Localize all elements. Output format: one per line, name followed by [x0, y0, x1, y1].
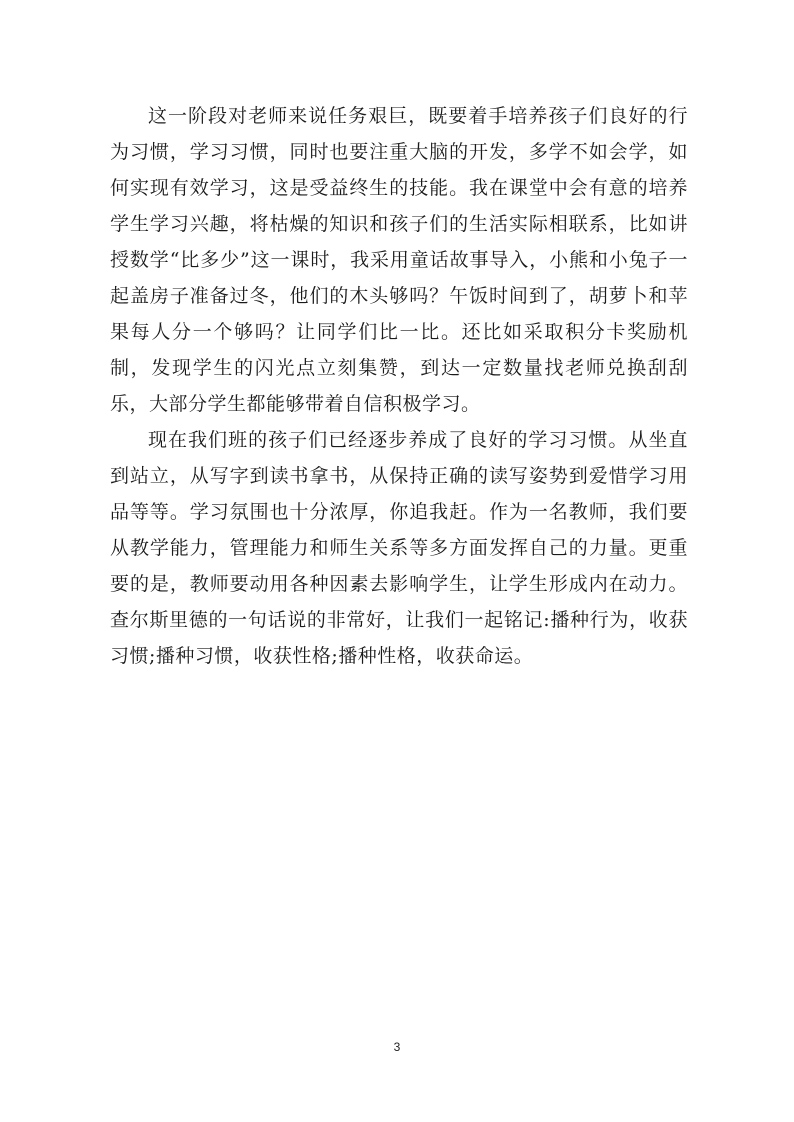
paragraph-2: 现在我们班的孩子们已经逐步养成了良好的学习习惯。从坐直到站立，从写字到读书拿书，从保持正确的读写姿势到爱惜学习用品等等。学习氛围也十分浓厚，你追我赶。作为一名教师，我们要从教学能力，管理能力和师生关系等多方面发挥自己的力量。更重要的是，教师要动用各种因素去影响学生，让学生形成内在动力。查尔斯里德的一句话说的非常好，让我们一起铭记:播种行为，收获习惯;播种习惯，收获性格;播种性格，收获命运。	[110, 429, 688, 667]
page-number: 3	[393, 1040, 401, 1054]
document-body	[110, 98, 688, 674]
paragraph-1: 这一阶段对老师来说任务艰巨，既要着手培养孩子们良好的行为习惯，学习习惯，同时也要注重大脑的开发，多学不如会学，如何实现有效学习，这是受益终生的技能。我在课堂中会有意的培养学生学习兴趣，将枯燥的知识和孩子们的生活实际相联系，比如讲授数学“比多少”这一课时，我采用童话故事导入，小熊和小兔子一起盖房子准备过冬，他们的木头够吗？午饭时间到了，胡萝卜和苹果每人分一个够吗？让同学们比一比。还比如采取积分卡奖励机制，发现学生的闪光点立刻集赞，到达一定数量找老师兑换刮刮乐，大部分学生都能够带着自信积极学习。	[110, 105, 688, 415]
